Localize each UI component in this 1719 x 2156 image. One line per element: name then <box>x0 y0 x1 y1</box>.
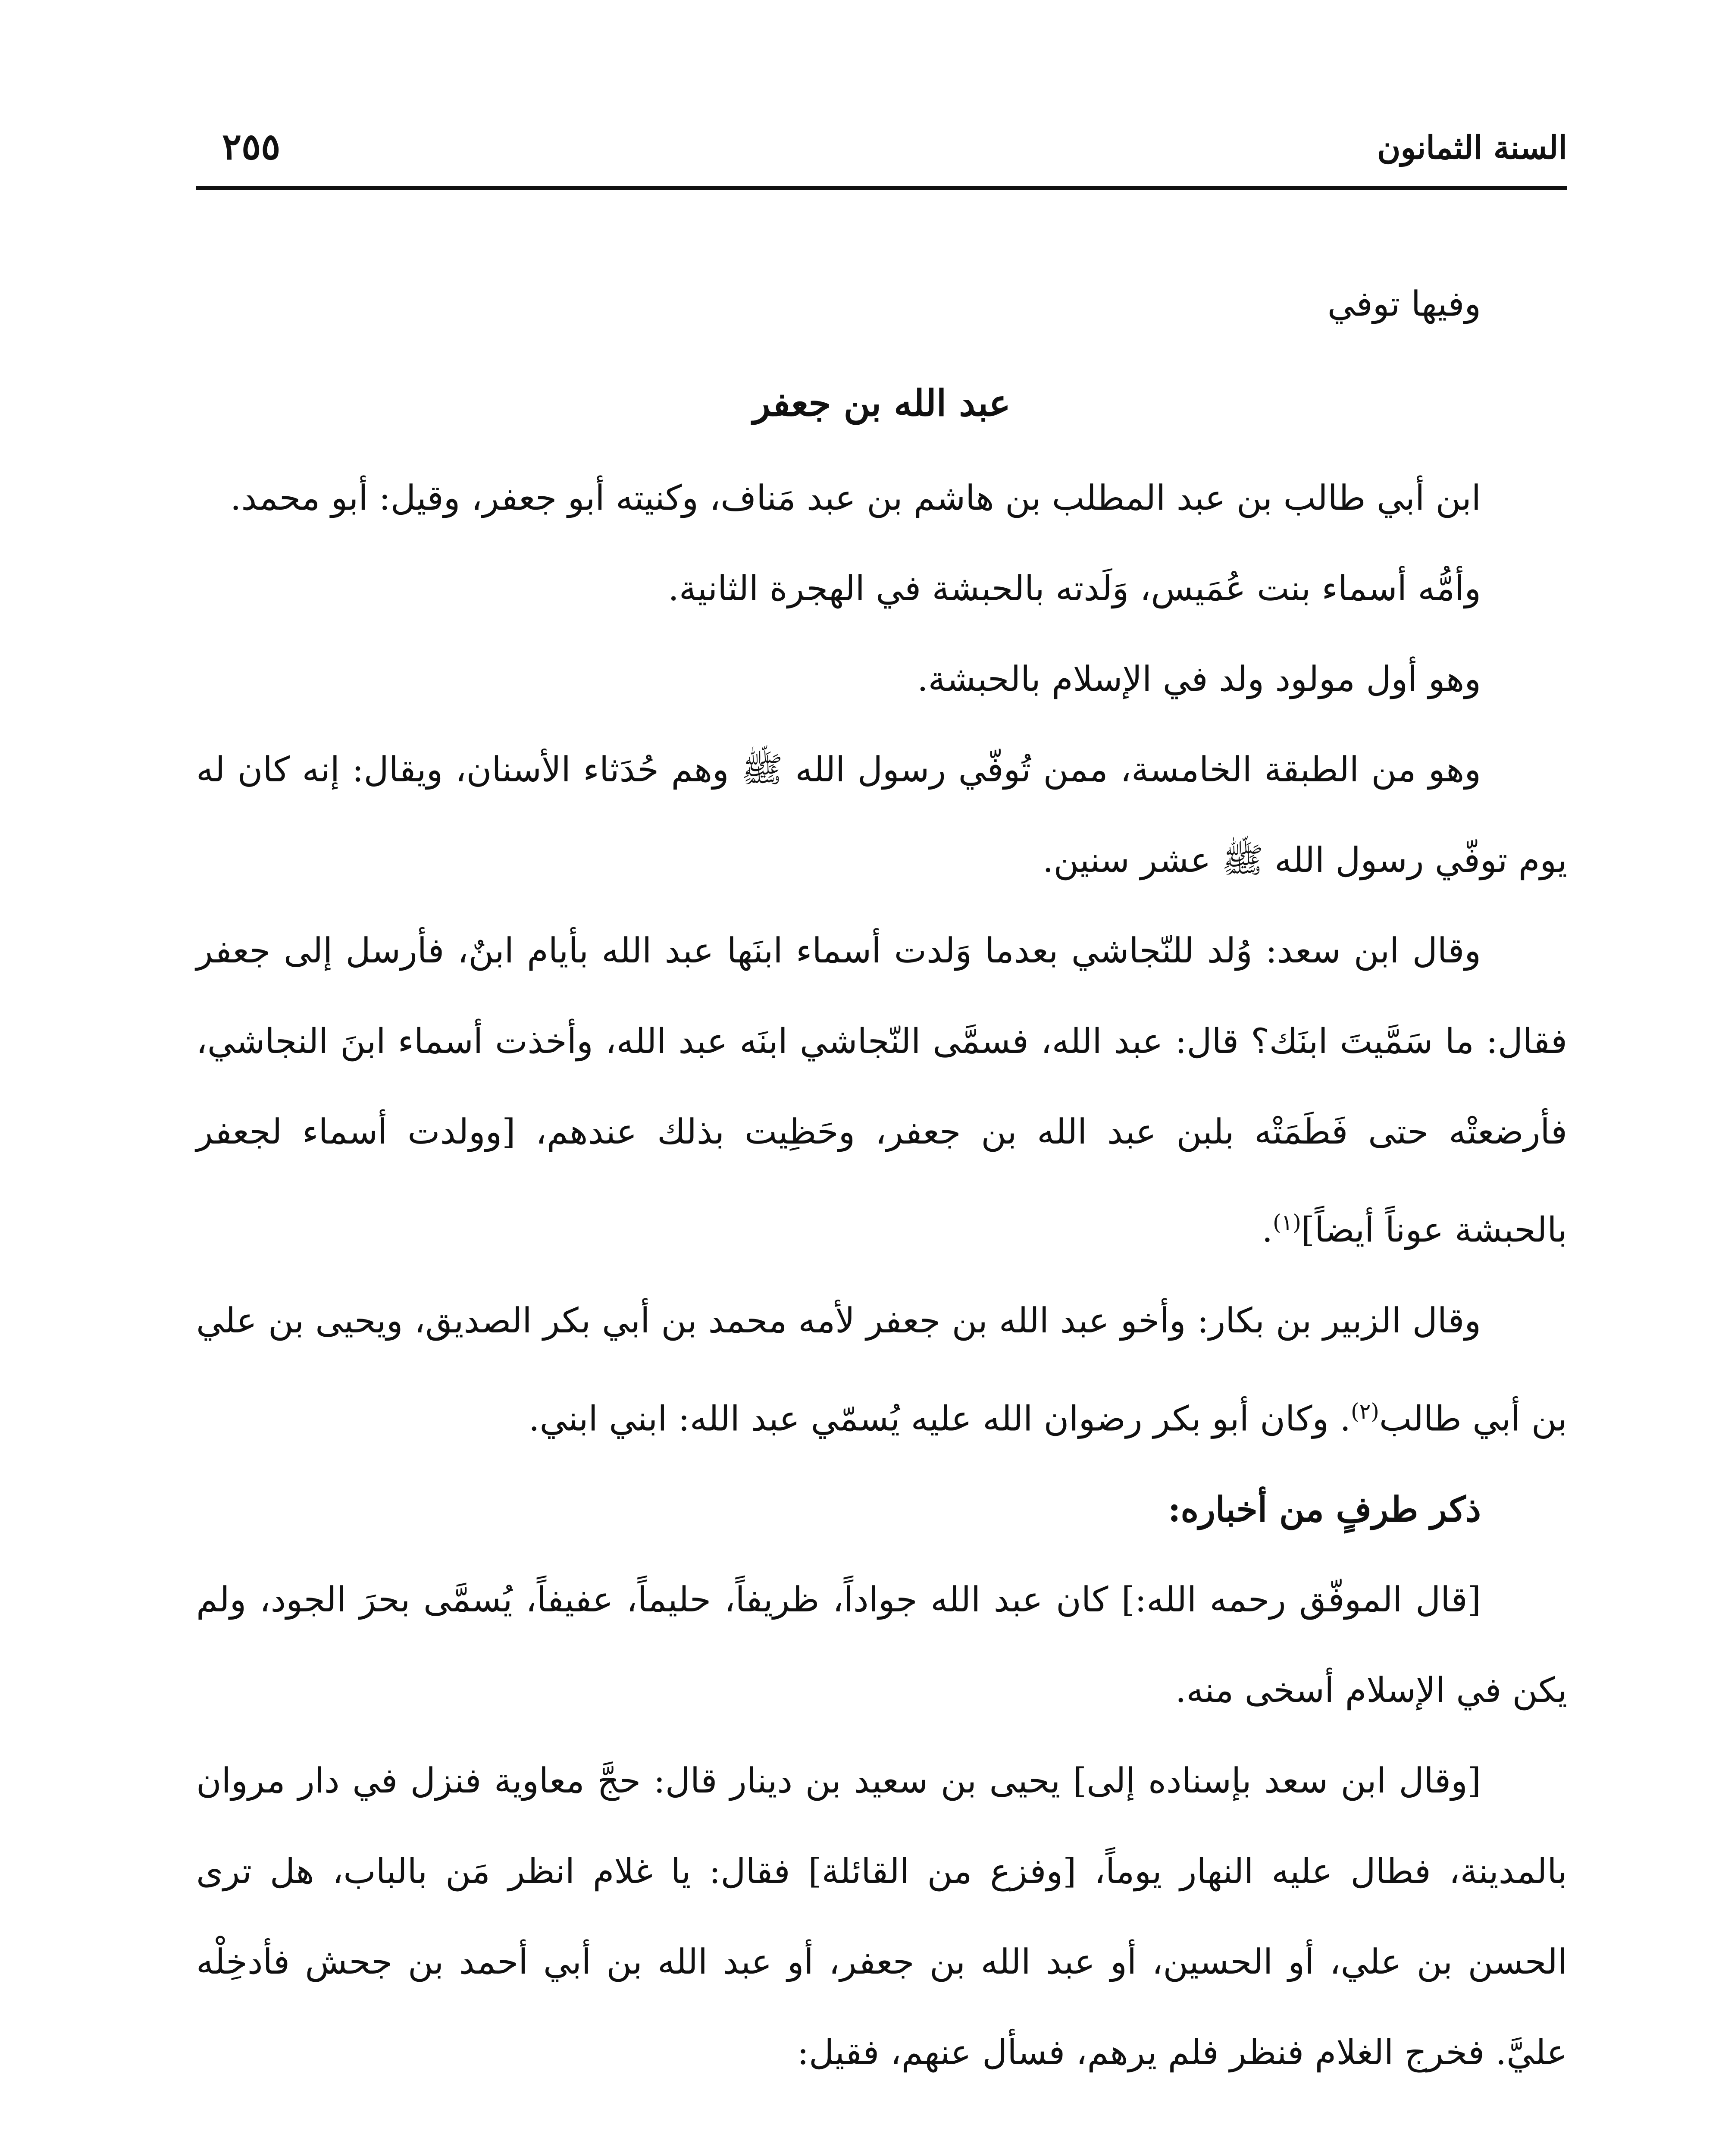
paragraph-zubair <box>196 1275 1567 1464</box>
paragraph-mother: وأمُّه أسماء بنت عُمَيس، وَلَدته بالحبشة في الهجرة الثانية. <box>668 568 1481 608</box>
header-divider <box>196 186 1567 190</box>
paragraph-text: وقال الزبير بن بكار: وأخو عبد الله بن جعفر لأمه محمد بن أبي بكر الصديق، ويحيى بن علي بن أبي طالب <box>196 1300 1567 1439</box>
paragraph-muawiya: [وقال ابن سعد بإسناده إلى] يحيى بن سعيد بن دينار قال: حجَّ معاوية فنزل في دار مروان بالمدينة، فطال عليه النهار يوماً، [وفزع من القائلة] فقال: يا غلام انظر مَن بالباب، هل ترى الحسن بن علي، أو الحسين، أو عبد الله بن جعفر، أو عبد الله بن أبي أحمد بن جحش فأدخِلْه عليَّ. فخرج الغلام فنظر فلم يرهم، فسأل عنهم، فقيل: <box>196 1761 1567 2073</box>
intro-line: وفيها توفي <box>1327 284 1481 324</box>
paragraph-first-born: وهو أول مولود ولد في الإسلام بالحبشة. <box>917 659 1481 699</box>
paragraph-class: وهو من الطبقة الخامسة، ممن تُوفّي رسول الله ﷺ وهم حُدَثاء الأسنان، ويقال: إنه كان له يوم توفّي رسول الله ﷺ عشر سنين. <box>196 749 1567 880</box>
main-text <box>196 259 1567 2098</box>
paragraph-end: . <box>1262 1210 1273 1250</box>
subheading: ذكر طرفٍ من أخباره: <box>1168 1489 1481 1530</box>
paragraph-text: وقال ابن سعد: وُلد للنّجاشي بعدما وَلدت أسماء ابنَها عبد الله بأيام ابنٌ، فأرسل إلى جعفر فقال: ما سَمَّيتَ ابنَك؟ قال: عبد الله، فسمَّى النّجاشي ابنَه عبد الله، وأخذت أسماء ابنَ النجاشي، فأرضعتْه حتى فَطَمَتْه بلبن عبد الله بن جعفر، وحَظِيت بذلك عندهم، [وولدت أسماء لجعفر بالحبشة عوناً أيضاً] <box>196 931 1567 1250</box>
running-header <box>196 116 1567 181</box>
chapter-title: السنة الثمانون <box>1377 129 1567 166</box>
paragraph-ibn-saad <box>196 906 1567 1275</box>
section-heading: عبد الله بن جعفر <box>753 382 1011 424</box>
footnote-ref-2: (٢) <box>1350 1398 1379 1424</box>
paragraph-lineage: ابن أبي طالب بن عبد المطلب بن هاشم بن عبد مَناف، وكنيته أبو جعفر، وقيل: أبو محمد. <box>230 478 1481 518</box>
paragraph-text: . وكان أبو بكر رضوان الله عليه يُسمّي عبد الله: ابني ابني. <box>529 1398 1351 1439</box>
page-number: ٢٥٥ <box>222 125 281 168</box>
paragraph-generosity: [قال الموفّق رحمه الله:] كان عبد الله جواداً، ظريفاً، حليماً، عفيفاً، يُسمَّى بحرَ الجود، ولم يكن في الإسلام أسخى منه. <box>196 1579 1567 1711</box>
footnote-ref-1: (١) <box>1273 1210 1301 1235</box>
